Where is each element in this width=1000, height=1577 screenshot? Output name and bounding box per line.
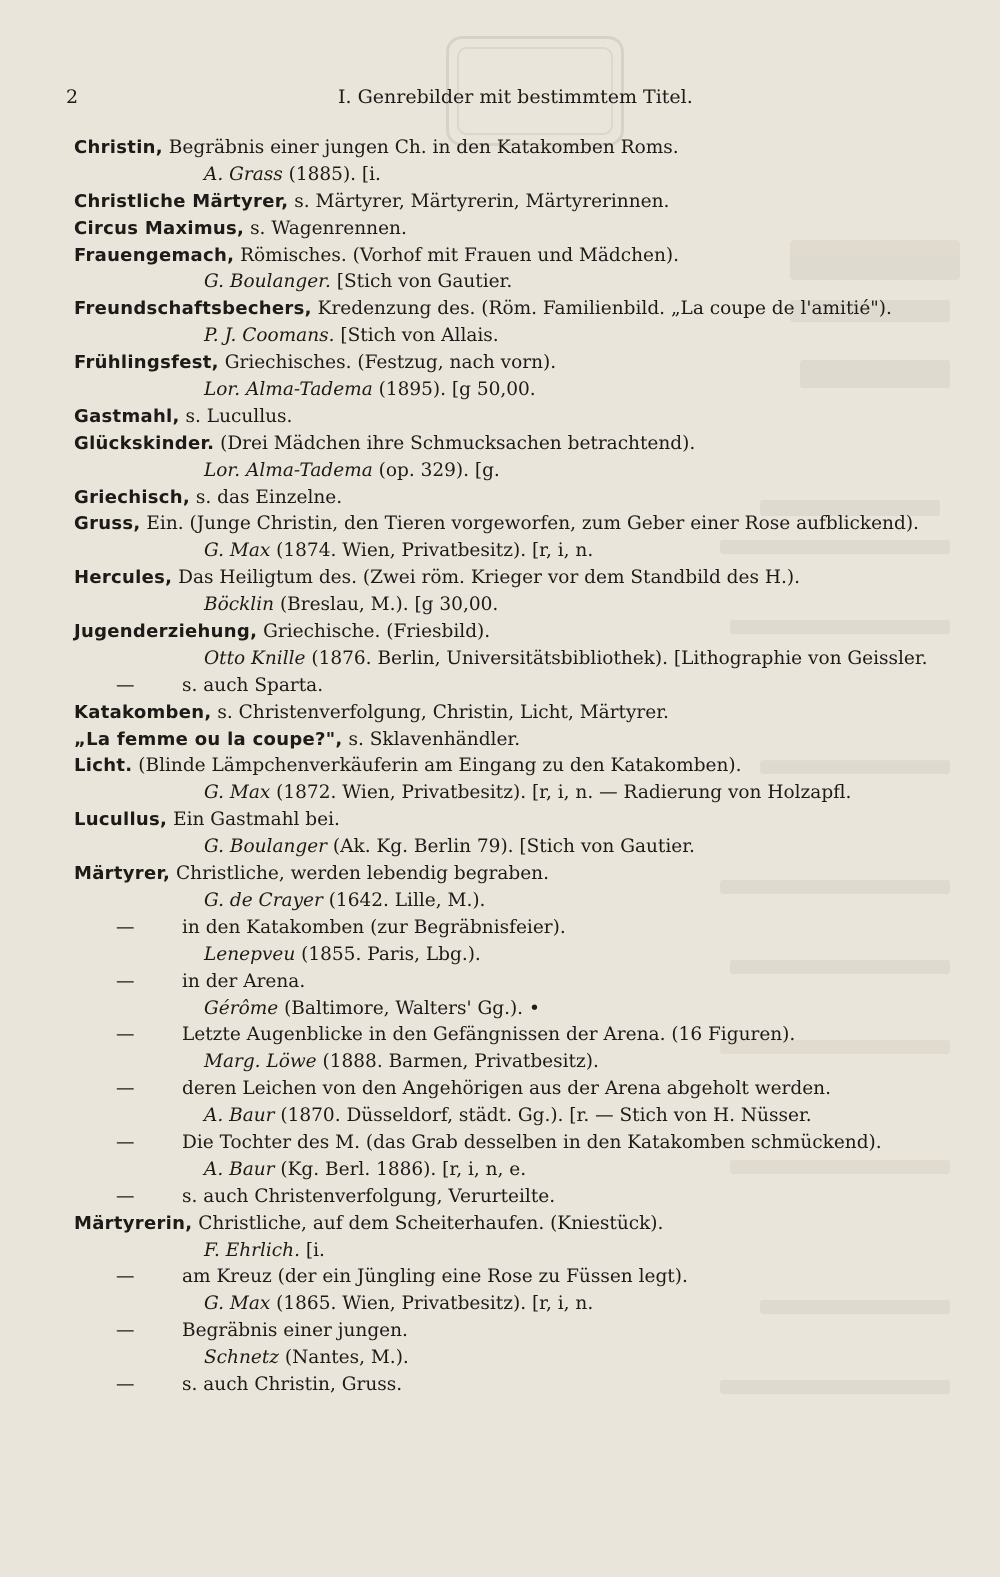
artist-name: A. Baur — [204, 1105, 275, 1127]
entry-text: (Baltimore, Walters' Gg.). • — [278, 997, 540, 1019]
entry-term: „La femme ou la coupe?", — [74, 728, 343, 750]
artwork-reference — [0, 646, 1000, 673]
continuation-entry — [0, 673, 1000, 700]
artwork-reference — [0, 1157, 1000, 1184]
artwork-reference — [0, 996, 1000, 1023]
artist-name: A. Baur — [204, 1158, 275, 1180]
continuation-entry — [0, 1022, 1000, 1049]
entry-text: (op. 329). [g. — [372, 459, 500, 481]
entry-text: in den Katakomben (zur Begräbnisfeier). — [182, 916, 566, 938]
entry-text: (1895). [g 50,00. — [372, 379, 536, 401]
artwork-reference — [0, 888, 1000, 915]
index-entry — [0, 296, 1000, 323]
artist-name: P. J. Coomans. — [204, 325, 335, 347]
entry-term: Freundschaftsbechers, — [74, 298, 312, 320]
index-entry — [0, 135, 1000, 162]
index-entry — [0, 807, 1000, 834]
entry-text: Begräbnis einer jungen. — [182, 1320, 408, 1342]
entry-text: (Kg. Berl. 1886). [r, i, n, e. — [274, 1158, 527, 1180]
artwork-reference — [0, 1103, 1000, 1130]
artist-name: G. Max — [204, 540, 271, 562]
artwork-reference — [0, 323, 1000, 350]
entry-text: Kredenzung des. (Röm. Familienbild. „La coupe de l'amitié"). — [311, 298, 892, 320]
artwork-reference — [0, 1345, 1000, 1372]
entry-text: s. auch Christin, Gruss. — [182, 1373, 403, 1395]
index-entries — [0, 135, 1000, 1399]
page-number: 2 — [66, 86, 79, 108]
entry-text: in der Arena. — [182, 970, 306, 992]
artwork-reference — [0, 1049, 1000, 1076]
entry-text: (1872. Wien, Privatbesitz). [r, i, n. — Radierung von Holzapfl. — [270, 782, 852, 804]
entry-text: s. auch Sparta. — [182, 674, 324, 696]
index-entry — [0, 216, 1000, 243]
entry-text: [Stich von Allais. — [334, 325, 499, 347]
index-entry — [0, 404, 1000, 431]
continuation-entry — [0, 1130, 1000, 1157]
entry-text: s. Wagenrennen. — [244, 217, 407, 239]
dash-mark: — — [116, 1024, 135, 1046]
artist-name: Lor. Alma-Tadema — [204, 379, 373, 401]
entry-text: Römisches. (Vorhof mit Frauen und Mädchen). — [234, 244, 680, 266]
running-title: I. Genrebilder mit bestimmtem Titel. — [338, 86, 693, 108]
entry-text: [Stich von Gautier. — [330, 271, 513, 293]
dash-mark: — — [116, 1078, 135, 1100]
entry-term: Lucullus, — [74, 809, 168, 831]
index-entry — [0, 619, 1000, 646]
artist-name: G. de Crayer — [204, 889, 323, 911]
entry-text: (1885). [i. — [282, 163, 381, 185]
index-entry — [0, 753, 1000, 780]
entry-text: s. Christenverfolgung, Christin, Licht, Märtyrer. — [211, 701, 669, 723]
artist-name: G. Boulanger — [204, 836, 328, 858]
entry-term: Märtyrerin, — [74, 1212, 193, 1234]
artwork-reference — [0, 1291, 1000, 1318]
continuation-entry — [0, 1184, 1000, 1211]
entry-term: Circus Maximus, — [74, 217, 245, 239]
entry-text: Das Heiligtum des. (Zwei röm. Krieger vor dem Standbild des H.). — [172, 567, 800, 589]
artist-name: F. Ehrlich. — [204, 1239, 300, 1261]
dash-mark: — — [116, 674, 135, 696]
entry-term: Glückskinder. — [74, 432, 215, 454]
entry-text: deren Leichen von den Angehörigen aus der Arena abgeholt werden. — [182, 1078, 831, 1100]
artwork-reference — [0, 1238, 1000, 1265]
entry-term: Christliche Märtyrer, — [74, 190, 289, 212]
artwork-reference — [0, 377, 1000, 404]
entry-text: Christliche, auf dem Scheiterhaufen. (Kniestück). — [192, 1212, 664, 1234]
entry-text: Letzte Augenblicke in den Gefängnissen der Arena. (16 Figuren). — [182, 1024, 796, 1046]
artwork-reference — [0, 780, 1000, 807]
index-entry — [0, 700, 1000, 727]
artwork-reference — [0, 834, 1000, 861]
artwork-reference — [0, 538, 1000, 565]
entry-text: (1865. Wien, Privatbesitz). [r, i, n. — [270, 1293, 594, 1315]
entry-text: (1874. Wien, Privatbesitz). [r, i, n. — [270, 540, 594, 562]
dash-mark: — — [116, 916, 135, 938]
artist-name: Schnetz — [204, 1347, 279, 1369]
entry-text: s. auch Christenverfolgung, Verurteilte. — [182, 1185, 556, 1207]
artist-name: Böcklin — [204, 594, 275, 616]
entry-text: s. das Einzelne. — [190, 486, 343, 508]
entry-text: s. Märtyrer, Märtyrerin, Märtyrerinnen. — [288, 190, 670, 212]
index-entry — [0, 189, 1000, 216]
entry-text: (1855. Paris, Lbg.). — [295, 943, 481, 965]
index-entry — [0, 565, 1000, 592]
entry-text: (1888. Barmen, Privatbesitz). — [316, 1051, 599, 1073]
entry-text: s. Sklavenhändler. — [342, 728, 521, 750]
entry-text: (1642. Lille, M.). — [322, 889, 486, 911]
entry-term: Gastmahl, — [74, 405, 180, 427]
index-entry — [0, 485, 1000, 512]
artist-name: Marg. Löwe — [204, 1051, 317, 1073]
artist-name: G. Max — [204, 1293, 271, 1315]
entry-text: (Breslau, M.). [g 30,00. — [274, 594, 499, 616]
entry-text: [i. — [299, 1239, 325, 1261]
artwork-reference — [0, 458, 1000, 485]
entry-text: (1876. Berlin, Universitätsbibliothek). [Lithographie von Geissler. — [305, 647, 928, 669]
entry-text: (Blinde Lämpchenverkäuferin am Eingang zu den Katakomben). — [132, 755, 742, 777]
artwork-reference — [0, 592, 1000, 619]
dash-mark: — — [116, 1320, 135, 1342]
continuation-entry — [0, 1076, 1000, 1103]
dash-mark: — — [116, 970, 135, 992]
entry-term: Licht. — [74, 755, 133, 777]
entry-term: Jugenderziehung, — [74, 621, 258, 643]
dash-mark: — — [116, 1266, 135, 1288]
artist-name: G. Boulanger. — [204, 271, 331, 293]
entry-text: am Kreuz (der ein Jüngling eine Rose zu Füssen legt). — [182, 1266, 688, 1288]
continuation-entry — [0, 1372, 1000, 1399]
index-entry — [0, 861, 1000, 888]
entry-term: Frühlingsfest, — [74, 352, 219, 374]
page-header — [66, 86, 936, 116]
entry-text: (Nantes, M.). — [279, 1347, 409, 1369]
index-entry — [0, 431, 1000, 458]
dash-mark: — — [116, 1373, 135, 1395]
artwork-reference — [0, 942, 1000, 969]
index-entry — [0, 1211, 1000, 1238]
entry-text: (Drei Mädchen ihre Schmucksachen betrachtend). — [214, 432, 696, 454]
continuation-entry — [0, 915, 1000, 942]
entry-text: Griechisches. (Festzug, nach vorn). — [218, 352, 557, 374]
entry-term: Hercules, — [74, 567, 173, 589]
entry-text: (1870. Düsseldorf, städt. Gg.). [r. — Stich von H. Nüsser. — [274, 1105, 812, 1127]
entry-term: Gruss, — [74, 513, 141, 535]
entry-term: Katakomben, — [74, 701, 212, 723]
index-entry — [0, 243, 1000, 270]
entry-text: (Ak. Kg. Berlin 79). [Stich von Gautier. — [327, 836, 695, 858]
artwork-reference — [0, 162, 1000, 189]
entry-text: Ein. (Junge Christin, den Tieren vorgeworfen, zum Geber einer Rose aufblickend). — [140, 513, 919, 535]
artist-name: Lenepveu — [204, 943, 296, 965]
entry-text: Griechische. (Friesbild). — [257, 621, 491, 643]
artist-name: Gérôme — [204, 997, 279, 1019]
dash-mark: — — [116, 1131, 135, 1153]
entry-text: Christliche, werden lebendig begraben. — [170, 863, 549, 885]
artist-name: A. Grass — [204, 163, 283, 185]
entry-text: Die Tochter des M. (das Grab desselben in den Katakomben schmückend). — [182, 1131, 882, 1153]
artist-name: Otto Knille — [204, 647, 306, 669]
entry-text: Begräbnis einer jungen Ch. in den Katakomben Roms. — [162, 137, 679, 158]
artwork-reference — [0, 269, 1000, 296]
entry-text: s. Lucullus. — [179, 405, 293, 427]
index-entry — [0, 511, 1000, 538]
index-entry — [0, 350, 1000, 377]
entry-term: Märtyrer, — [74, 863, 171, 885]
dash-mark: — — [116, 1185, 135, 1207]
continuation-entry — [0, 1264, 1000, 1291]
continuation-entry — [0, 1318, 1000, 1345]
index-entry — [0, 727, 1000, 754]
continuation-entry — [0, 969, 1000, 996]
entry-term: Frauengemach, — [74, 244, 235, 266]
entry-text: Ein Gastmahl bei. — [167, 809, 340, 831]
entry-term: Griechisch, — [74, 486, 191, 508]
artist-name: G. Max — [204, 782, 271, 804]
artist-name: Lor. Alma-Tadema — [204, 459, 373, 481]
entry-term: Christin, — [74, 137, 163, 158]
